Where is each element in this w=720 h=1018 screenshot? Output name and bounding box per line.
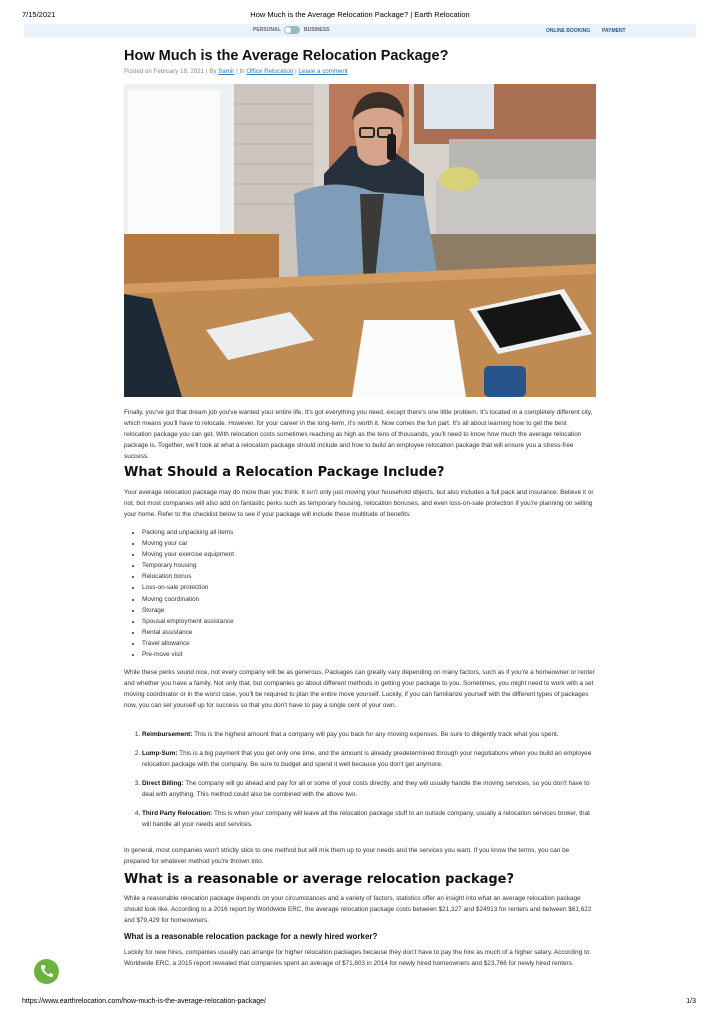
print-page-title: How Much is the Average Relocation Package? | Earth Relocation [250, 10, 470, 19]
payment-link[interactable]: PAYMENT [602, 28, 626, 34]
general-paragraph: In general, most companies won't strictly stick to one method but will mix them up to your needs and the services you want. If you know the terms, you can be prepared for whatever method you're thrown into. [124, 847, 570, 865]
benefit-item: • Packing and unpacking all items [142, 527, 596, 538]
package-type-desc: This is the highest amount that a company will pay you back for any moving expenses. Be sure to diligently track what you spent. [194, 731, 559, 738]
package-type-item [142, 808, 596, 830]
package-type-term: Direct Billing: [142, 780, 184, 787]
benefit-item: • Spousal employment assistance [142, 616, 596, 627]
packages-intro [124, 667, 596, 711]
business-label: BUSINESS [304, 27, 330, 33]
general-para-wrap [124, 845, 596, 867]
include-paragraph: Your average relocation package may do more than you think. It isn't only just moving your household objects, but also includes a full pack and insurance. Believe it or not, but most companies will also add on fantastic perks such as temporary housing, relocation bonuses, and even loss-on-sale protection if you're planning on selling your home. Refer to the checklist below to see if your package will include these multitude of benefits: [124, 489, 594, 518]
benefit-item: • Moving your car [142, 538, 596, 549]
package-type-item [142, 729, 596, 740]
page-number: 1/3 [686, 998, 696, 1005]
post-meta [124, 68, 348, 75]
average-paragraph: While a reasonable relocation package depends on your circumstances and a variety of factors, statistics offer an insight into what an average relocation package should look like. According to a 2016 report by Worldwide ERC, the average relocation package costs between $21,327 and $24913 for renters and between $61,622 and $79,429 for homeowners. [124, 895, 592, 924]
package-type-term: Reimbursement: [142, 731, 193, 738]
package-type-term: Lump-Sum: [142, 750, 178, 757]
office-photo-illustration [124, 84, 596, 397]
new-hire-heading-wrap [124, 932, 596, 941]
benefit-item: • Loss-on-sale protection [142, 582, 596, 593]
hero-image [124, 84, 596, 397]
benefit-item: • Relocation bonus [142, 571, 596, 582]
meta-separator: | [236, 68, 238, 75]
call-button[interactable] [34, 959, 59, 984]
personal-label: PERSONAL [253, 27, 281, 33]
benefit-item: • Temporary housing [142, 560, 596, 571]
page-url: https://www.earthrelocation.com/how-much-is-the-average-relocation-package/ [22, 998, 266, 1005]
toggle-knob [285, 27, 291, 33]
phone-icon [34, 959, 59, 984]
new-hire-paragraph: Luckily for new hires, companies usually can arrange for higher relocation packages because they don't have to pay the hire as much of a higher salary. According to Worldwide ERC, a 2015 report revealed that companies spent an average of $71,803 in 2014 for newly hired homeowners and $23,766 for newly hired renters. [124, 949, 590, 967]
article-title: How Much is the Average Relocation Package? [124, 48, 449, 64]
posted-date: Posted on February 18, 2021 [124, 68, 205, 75]
package-type-desc: The company will go ahead and pay for all or some of your costs directly, and they will usually handle the moving services, so you don't have to deal with anything. This method could also be combined with the above two. [142, 780, 590, 798]
author-link[interactable]: Samir [218, 68, 235, 75]
benefits-list-wrap [124, 527, 596, 660]
section-include-para [124, 487, 596, 520]
package-type-item [142, 748, 596, 770]
article-body [124, 407, 596, 462]
online-booking-link[interactable]: ONLINE BOOKING [546, 28, 591, 34]
types-list-wrap [124, 729, 596, 838]
section-heading-average: What is a reasonable or average relocation package? [124, 872, 515, 887]
section-include [124, 465, 596, 480]
packages-paragraph: While these perks sound nice, not every company will be as generous. Packages can greatly vary depending on many factors, such as if you're a homeowner or renter and whether you have a family. Not only that, but companies go about different methods in getting your package to you. Sometimes, you might need to work with a set moving coordinator or in the worst case, you'll be required to plan the entire move yourself. Luckily, if you can familiarize yourself with the different types of packages now, you can set yourself up for success so that you don't have to pay a single cent of your own. [124, 669, 595, 709]
meta-separator: | [205, 68, 208, 75]
personal-business-toggle[interactable] [284, 26, 300, 34]
leave-comment-link[interactable]: Leave a comment [298, 68, 348, 75]
package-type-desc: This is a big payment that you get only one time, and the amount is already predetermined through your negotiations when you build an employee relocation package with the company. Be sure to budget and spend it well because you don't get anymore. [142, 750, 592, 768]
package-type-item [142, 778, 596, 800]
package-type-term: Third Party Relocation: [142, 810, 213, 817]
intro-paragraph: Finally, you've got that dream job you've wanted your entire life. It's got everything you need, except there's one little problem. It's located in a completely different city, which means you'll have to relocate. However, for your career in the long-term, it's worth it. Now comes the fun part. It's all about learning how to get the best relocation package you can get. With relocation costs sometimes reaching as high as the tens of thousands, you'll need to know how much the average relocation package is. Together, we'll look at what a relocation package should include and how to build an employee relocation package that will ensure you a stress-free success. [124, 409, 593, 460]
section-heading-include: What Should a Relocation Package Include? [124, 465, 445, 480]
section-average [124, 872, 596, 887]
package-type-desc: This is when your company will leave all the relocation package stuff to an outside company, usually a relocation services broker, that will handle all your needs and services. [142, 810, 590, 828]
top-bar [24, 24, 696, 37]
print-date: 7/15/2021 [22, 10, 56, 19]
by-label: By [209, 68, 217, 75]
meta-separator: | [295, 68, 297, 75]
benefit-item: • Rental assistance [142, 627, 596, 638]
benefit-item: • Travel allowance [142, 638, 596, 649]
benefit-item: • Moving coordination [142, 594, 596, 605]
new-hire-para-wrap [124, 947, 596, 969]
in-label: In [239, 68, 245, 75]
new-hire-heading: What is a reasonable relocation package for a newly hired worker? [124, 932, 378, 941]
benefit-item: • Storage [142, 605, 596, 616]
average-para-wrap [124, 893, 596, 926]
package-types-list [124, 729, 596, 830]
benefits-list [124, 527, 596, 660]
category-link[interactable]: Office Relocation [246, 68, 294, 75]
benefit-item: • Pre-move visit [142, 649, 596, 660]
benefit-item: • Moving your exercise equipment [142, 549, 596, 560]
